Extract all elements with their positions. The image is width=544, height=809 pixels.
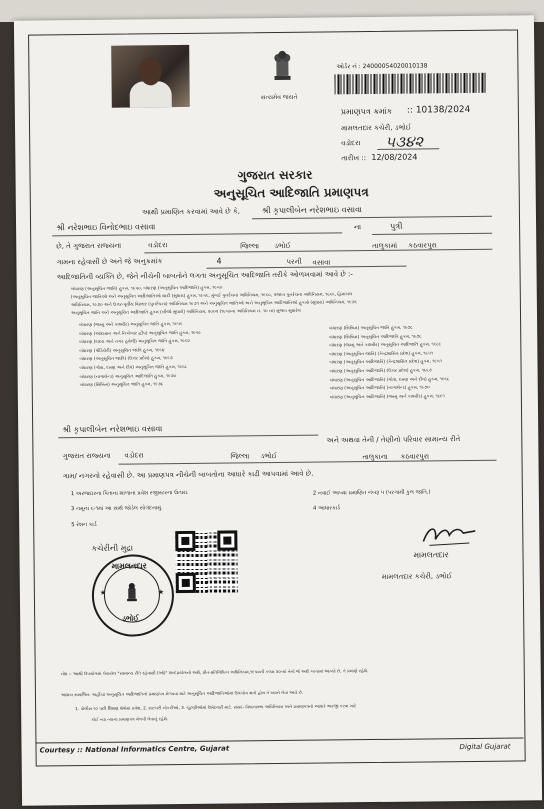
basis-item-4: 4 આધારકાર્ડ <box>312 505 341 512</box>
order-item: બંધારણ (અનુસૂચિત આદિજાતિ) (કેન્દ્રશાસિત પ્રદેશ) હુકમ, ૧૯૫૧ <box>329 359 442 366</box>
office-header: મામલતદાર કચેરી, ડભોઈ <box>341 123 412 133</box>
vadodara-label: વડોદરા <box>341 139 361 148</box>
basis-item-3: 3 નમૂના ૬-૧માં આ સાથે જોડેલ સોગંદનામું. <box>70 505 163 513</box>
family-text: અને અથવા તેની / તેણીનો પરિવાર સામાન્ય રીતે <box>326 435 461 445</box>
cert-number: :: 10138/2024 <box>406 104 471 116</box>
order-item: બંધારણ (જમ્મુ અને કાશ્મીર) અનુસૂચિત આદિજાતિ હુકમ, ૧૯૮૯ <box>329 342 442 349</box>
orders-left <box>79 321 202 391</box>
applicant-photo <box>111 45 190 108</box>
order-item: બંધારણ (અનુસૂચિત આદિજાતિ) (ઉત્તર પ્રદેશ) હુકમ, ૧૯૬૭ <box>329 368 432 375</box>
courtesy-text: Courtesy :: National Informatics Centre, Gujarat <box>39 744 230 755</box>
district-2: વડોદરા <box>124 451 144 460</box>
seal-emblem-icon <box>121 580 143 608</box>
signer-title: મામલતદાર <box>413 550 449 560</box>
order-item: બંધારણ (પોંડિચેરી) અનુસૂચિત જાતિ હુકમ, ૧૯૬૪ <box>79 347 165 354</box>
basis-item-5: 5 રેશન કાર્ડ <box>71 521 97 529</box>
taluka-2: ડભોઈ <box>260 452 278 461</box>
seal-text-bottom: ડભોઈ <box>122 614 139 623</box>
district: વડોદરા <box>148 241 168 250</box>
applicant-name-2: શ્રી કૃપાલીબેન નરેશભાઇ વસાવા <box>62 424 163 435</box>
national-emblem-icon <box>266 46 298 92</box>
taluka-label-2: તાલુકાના <box>362 452 388 462</box>
officer-signature <box>419 521 479 550</box>
law-list <box>71 283 357 318</box>
cert-number-label: પ્રમાણપત્ર ક્રમાંક <box>340 106 393 117</box>
taluka: ડભોઈ <box>274 241 291 251</box>
order-item: બંધારણ (સિક્કિમ) અનુસૂચિત આદિજાતિ હુકમ, ૧૯૭૮ <box>329 334 422 341</box>
note-2: આશય સમાજિતઃ અહીંયાં અનુસૂચિત આદિજાતિનો પ્રમાણપત્ર મેળવવા માટે અનુસૂચિત આદિજાતિઓમાં ઉપયોગ થતો હોય તે ધ્યાને લેવા આવે છે. <box>60 689 304 698</box>
note-3: 1. પોલીસ ૧૦ પછી શિક્ષણ ક્ષેત્રોમાં પ્રવેશ, 2. સરકારી નોકરીઓ, 3. ચૂંટણીઓમાં ઉમેદવારી માટે. સંસદ- વિધાનસભા અધિનિયમ અને પ્રમાણપત્રનો આધારે અરજી કરવા માટે <box>75 703 357 712</box>
state-line: છે, તે ગુજરાત રાજ્યના <box>56 241 122 251</box>
order-item: બંધારણ (સિક્કિમ) અનુસૂચિત જાતિ હુકમ, ૧૯૭૮ <box>79 382 164 389</box>
resident-line: ગામ/ નગરનો રહેવાસી છે. આ પ્રમાણપત્ર નીચેની બાબતોના આધારે કાઢી આપવામાં આવે છે. <box>62 469 314 481</box>
para-line: આદિજાતિની વ્યક્તિ છે, જેને નીચેની બાબતોને લગતા અનુસૂચિત આદિજાતિ તરીકે ઓળખવામાં આવે છે :- <box>56 270 353 282</box>
order-item: બંધારણ (આંદામાન અને નિકોબાર દ્વીપ) અનુસૂચિત જાતિ હુકમ, ૧૯૫૯ <box>79 330 202 337</box>
law-line: અધિનિયમ, ૧૯૭૦ અને ઉત્તર-પૂર્વીય વિસ્તાર (પુનર્રચના) અધિનિયમ ૧૯૭૧ અને અનુસૂચિત જાતિઓ અને અનુસૂચિત આદિજાતિઓ હુકમો (સુધારા) અધિનિયમ, ૧૯૭૬ <box>70 300 358 309</box>
order-item: બંધારણ (અનુસૂચિત જાતિ) (ઉત્તર પ્રદેશ) હુકમ, ૧૯૬૭ <box>79 356 173 363</box>
seal-star-icon: ★ <box>157 588 165 597</box>
relation: પુત્રી <box>390 221 403 231</box>
order-item: બંધારણ (નાગાલેન્ડ) અનુસૂચિત આદિજાતિ હુકમ, ૧૯૭૦ <box>79 373 177 380</box>
orders-right <box>329 324 449 403</box>
intro-text: આથી પ્રમાણિત કરવામાં આવે છે કે, <box>141 207 241 217</box>
order-item: બંધારણ (અનુસૂચિત આદિજાતિ) (ગોવા, દમણ અને દીવ) હુકમ, ૧૯૬૮ <box>329 376 450 384</box>
date-label: તારીખ :: <box>341 154 367 163</box>
village-2: કઠવારપુરા <box>400 452 430 461</box>
taluka-label: તાલુકામાં <box>372 241 398 251</box>
state-label: ગુજરાત રાજ્યના <box>62 451 111 461</box>
gaam-line: ગામના રહેવાસી છે અને જે અનુક્રમાંક <box>56 257 163 267</box>
order-number: ઓર્ડર નં : 24000054020010138 <box>336 62 428 71</box>
seal-label: કચેરીની મુદ્રા <box>91 543 134 553</box>
certificate-border <box>28 29 526 766</box>
digital-gujarat-text: Digital Gujarat <box>459 742 511 752</box>
district-label-2: જિલ્લા <box>230 452 250 461</box>
tribe-name: વસાવા <box>312 258 331 267</box>
certificate-title: અનુસૂચિત આદિજાતિ પ્રમાણપત્ર <box>213 185 369 201</box>
law-line: બંધારણ (અનુસૂચિત જાતિ) હુકમ, ૧૯૫૦, બંધારણ (અનુસૂચિત આદિજાતિ) હુકમ, ૧૯૫૦ <box>70 285 223 293</box>
seal-text-top: મામલતદાર <box>111 561 147 571</box>
district-label: જિલ્લા <box>240 242 260 251</box>
barcode <box>334 73 486 95</box>
law-line: અનુસૂચિત જાતિ અને અનુસૂચિત આદિજાતિ હુકમ (બીજો સુધારો) અધિનિયમ, ૨૦૦૨ (૧૯૫૦ના અધિનિયમ નં. ૧૦ ના) મુજબ સુધારેલ <box>70 308 301 317</box>
certificate-page <box>14 15 542 805</box>
seal-star-icon: ★ <box>99 588 107 597</box>
serial-number: 4 <box>216 256 222 266</box>
na-label: ના <box>354 223 362 232</box>
order-item: બંધારણ (અનુસૂચિત આદિજાતિ) (નાગાલેન્ડ) હુકમ, ૧૯૭૦ <box>329 385 430 392</box>
basis-item-1: 1 અરજદારના પિતાના શાળાના પ્રવેશ રજીસ્ટરના ઉતારા. <box>70 489 189 498</box>
order-item: બંધારણ (અનુસૂચિત જાતિ) (કેન્દ્રશાસિત પ્રદેશ) હુકમ, ૧૯૫૧ <box>329 351 433 358</box>
parti-label: પરની <box>286 257 302 266</box>
law-line: (અનુસૂચિત જાતિઓ અને અનુસૂચિત આદિજાતિઓ યાદી (સુધારા) હુકમ, ૧૯૫૬, મુંબઈ પુનર્રચના અધિનિયમ, ૧૯૬૦, પંજાબ પુનર્રચના અધિનિયમ, ૧૯૬૬, હિમાચલ <box>70 292 353 301</box>
applicant-name: શ્રી કૃપાલીબેન નરેશભાઇ વસાવા <box>261 205 363 216</box>
emblem-caption: સત્યમેવ જયતે <box>260 93 298 102</box>
order-item: બંધારણ (દાદરા અને નગર હવેલી) અનુસૂચિત જાતિ હુકમ, ૧૯૬૨ <box>79 339 190 346</box>
qr-code <box>175 530 238 593</box>
government-title: ગુજરાત સરકાર <box>237 167 313 183</box>
note-4: કોઈ ત્યા ત્યાના પ્રમાણપત્ર મેળવી લેવાનું રહેશે. <box>91 716 169 722</box>
father-name: શ્રી નરેશભાઇ વિનોદભાઇ વસાવા <box>56 222 156 233</box>
village: કઠવારપુરા <box>408 241 437 250</box>
order-item: બંધારણ (ગોવા, દમણ અને દીવ) અનુસૂચિત જાતિ હુકમ, ૧૯૬૮ <box>79 364 187 372</box>
basis-item-2: 2 નવાઈ આપ્યા પ્રમાણિત નંબરૂ પ (પરગામી કુલ જાતિ.) <box>312 489 431 497</box>
order-item: બંધારણ (સિક્કિમ) અનુસૂચિત જાતિ હુકમ, ૧૯૭૮ <box>329 325 413 332</box>
order-item: બંધારણ (જમ્મુ અને કાશ્મીર) અનુસૂચિત જાતિ હુકમ, ૧૯૫૬ <box>79 321 183 329</box>
note-1: નોંધ :- આથી ઉપયોગમાં લેવાયેલ "સામાન્ય રીતે રહેવાસી (ઓ)" શબ્દપ્રયોગનો અર્થ, પ્રીત-પ્રતિનિધિત્વ અધિનિયમ,૧૯૫૦ની કલમ ૨૦-માં તેનો જે અર્થ કરવામાં આવ્યો છે, તે પ્રમાણે રહેશે. <box>60 668 369 677</box>
issue-date: 12/08/2024 <box>371 152 418 163</box>
handwritten-number: ૫૩૪૨ <box>385 132 424 151</box>
office-seal <box>92 554 175 637</box>
signer-office: મામલતદાર કચેરી, ડભોઈ <box>381 572 453 581</box>
order-item: બંધારણ (અનુસૂચિત આદિજાતિ) (જમ્મુ અને કાશ્મીર) હુકમ, ૧૯૯૧ <box>329 394 445 401</box>
